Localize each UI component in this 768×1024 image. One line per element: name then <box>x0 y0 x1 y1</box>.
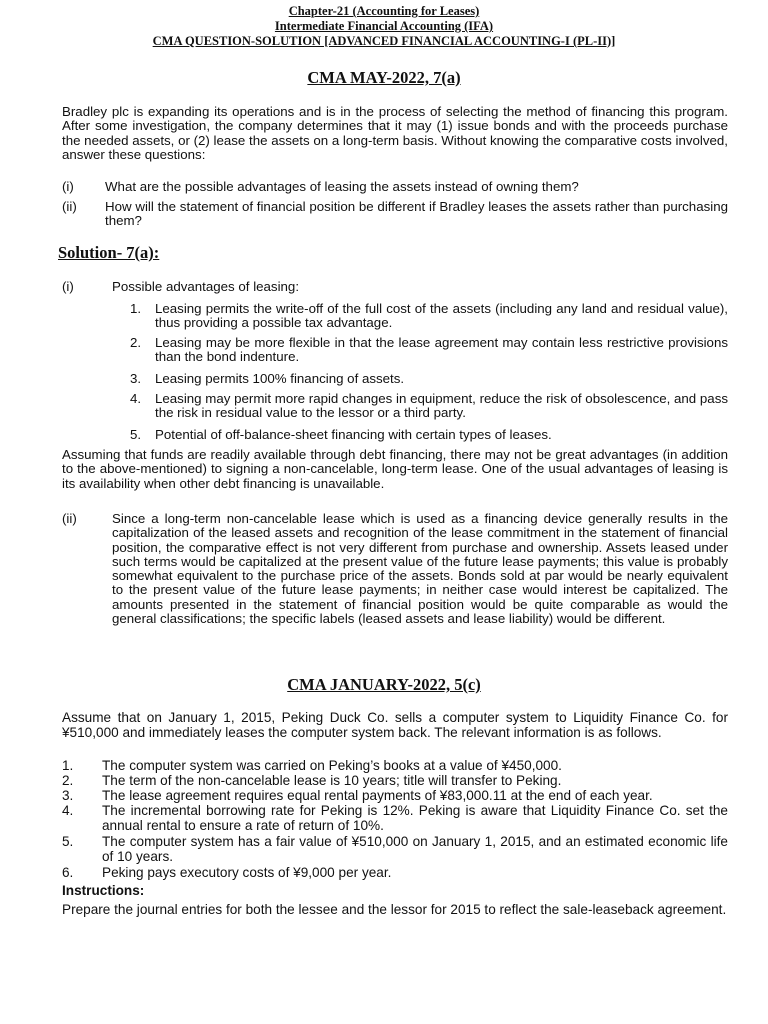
item-text: Leasing may be more flexible in that the lease agreement may contain less restrictive provisions than the bond indenture. <box>155 335 728 365</box>
section-heading-may-2022: CMA MAY-2022, 7(a) <box>307 68 461 87</box>
advantage-item <box>130 336 728 366</box>
item-number: 4. <box>130 391 142 406</box>
item-number: 6. <box>62 865 74 880</box>
advantage-item <box>130 302 728 332</box>
item-text: Peking pays executory costs of ¥9,000 per year. <box>102 865 392 880</box>
question-text: How will the statement of financial position be different if Bradley leases the assets rather than purchasing them? <box>105 199 728 229</box>
question-intro: Assume that on January 1, 2015, Peking Duck Co. sells a computer system to Liquidity Finance Co. for ¥510,000 and immediately leases the computer system back. The relevant information is as follows. <box>62 710 728 740</box>
item-text: Leasing permits the write-off of the full cost of the assets (including any land and residual value), thus providing a possible tax advantage. <box>155 301 728 331</box>
assuming-paragraph: Assuming that funds are readily available through debt financing, there may not be great advantages (in addition to the above-mentioned) to signing a non-cancelable, long-term lease. One of the usual advantages of leasing is its availability when other debt financing is unavailable. <box>62 447 728 491</box>
question-intro: Bradley plc is expanding its operations and is in the process of selecting the method of financing this program. After some investigation, the company determines that it may (1) issue bonds and with the proceeds purchase the needed assets, or (2) lease the assets on a long-term basis. Without knowing the comparative costs involved, answer these questions: <box>62 104 728 162</box>
item-text: The incremental borrowing rate for Peking is 12%. Peking is aware that Liquidity Finance Co. set the annual rental to ensure a rate of return of 10%. <box>102 803 728 833</box>
solution-part-heading: Possible advantages of leasing: <box>112 279 300 294</box>
item-number: 1. <box>62 758 74 773</box>
question-text: What are the possible advantages of leasing the assets instead of owning them? <box>105 179 579 194</box>
item-text: Leasing may permit more rapid changes in equipment, reduce the risk of obsolescence, and pass the risk in residual value to the lessor or a third party. <box>155 391 728 421</box>
item-text: Potential of off-balance-sheet financing with certain types of leases. <box>155 427 552 442</box>
question-number: (ii) <box>62 199 77 214</box>
question-item <box>62 200 728 230</box>
item-text: The lease agreement requires equal rental payments of ¥83,000.11 at the end of each year. <box>102 788 653 803</box>
advantage-item <box>130 428 728 444</box>
question-item <box>62 180 728 196</box>
item-number: 1. <box>130 301 142 316</box>
item-number: 5. <box>62 834 74 849</box>
advantage-item <box>130 372 728 388</box>
item-number: 5. <box>130 427 142 442</box>
solution-part-label: (i) <box>62 279 74 294</box>
instructions-text: Prepare the journal entries for both the lessee and the lessor for 2015 to reflect the sale-leaseback agreement. <box>62 902 727 917</box>
solution-heading: Solution- 7(a): <box>58 243 160 262</box>
item-number: 3. <box>62 788 74 803</box>
item-number: 4. <box>62 803 74 818</box>
solution-part-label: (ii) <box>62 511 77 526</box>
chapter-title: Chapter-21 (Accounting for Leases) <box>288 4 480 18</box>
item-text: The computer system has a fair value of ¥510,000 on January 1, 2015, and an estimated economic life of 10 years. <box>102 834 728 864</box>
solution-part-ii-text: Since a long-term non-cancelable lease which is used as a financing device generally results in the capitalization of the leased assets and recognition of the lease commitment in the statement of financial position, the comparative effect is not very different from purchase and ownership. Assets leased under such terms would be capitalized at the present value of the future lease payments; this value is probably somewhat equivalent to the purchase price of the assets. Bonds sold at par would be nearly equivalent to the present value of the future lease payments; in neither case would interest be capitalized. The amounts presented in the statement of financial position would be quite comparable as would the general classifications; the specific labels (leased assets and lease liability) would be different. <box>112 511 728 627</box>
item-text: The term of the non-cancelable lease is 10 years; title will transfer to Peking. <box>102 773 562 788</box>
document-subtitle: CMA QUESTION-SOLUTION [ADVANCED FINANCIAL ACCOUNTING-I (PL-II)] <box>152 34 616 48</box>
item-number: 2. <box>62 773 74 788</box>
item-number: 2. <box>130 335 142 350</box>
item-text: The computer system was carried on Peking’s books at a value of ¥450,000. <box>102 758 562 773</box>
item-number: 3. <box>130 371 142 386</box>
item-text: Leasing permits 100% financing of assets. <box>155 371 405 386</box>
advantage-item <box>130 392 728 422</box>
instructions-heading: Instructions: <box>62 883 145 898</box>
course-title: Intermediate Financial Accounting (IFA) <box>274 19 494 33</box>
section-heading-jan-2022: CMA JANUARY-2022, 5(c) <box>287 675 481 694</box>
question-number: (i) <box>62 179 74 194</box>
